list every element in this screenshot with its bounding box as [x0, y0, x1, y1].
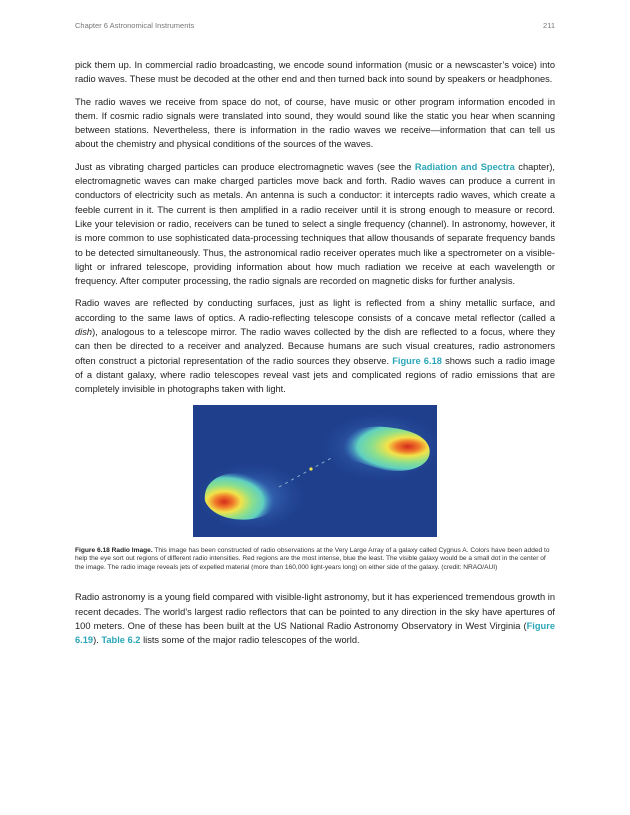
- paragraph-5-text-a: Radio astronomy is a young field compared with visible-light astronomy, but it has experienced tremendous growth in recent decades. The world’s largest radio reflectors that can be pointed to any direction in the sky have apertures of 100 meters. One of these has been built at the US National Radio Astronomy Observatory in West Virginia (: [75, 592, 555, 631]
- paragraph-4: [75, 296, 555, 396]
- paragraph-2: The radio waves we receive from space do not, of course, have music or other program information encoded in them. If cosmic radio signals were translated into sound, they would sound like the static you hear when scanning between stations. Nevertheless, there is information in the radio waves we receive—information that can tell us about the chemistry and physical conditions of the sources of the waves.: [75, 96, 555, 150]
- paragraph-4-text-a: Radio waves are reflected by conducting surfaces, just as light is reflected from a shiny metallic surface, and according to the same laws of optics. A radio-reflecting telescope consists of a concave metal reflector (called a: [75, 298, 555, 323]
- figure-6-19-link[interactable]: Figure 6.19: [75, 620, 555, 646]
- dish-term: dish: [75, 327, 93, 338]
- page-number: 211: [543, 21, 555, 30]
- main-content: [75, 58, 555, 656]
- chapter-title: Chapter 6 Astronomical Instruments: [75, 21, 195, 30]
- paragraph-5: [75, 590, 555, 647]
- paragraph-4-text-c: shows such a radio image of a distant galaxy, where radio telescopes reveal vast jets and complicated regions of radio emissions that are completely invisible in photographs taken with light.: [75, 355, 556, 395]
- paragraph-1: pick them up. In commercial radio broadcasting, we encode sound information (music or a newscaster’s voice) into radio waves. These must be decoded at the other end and then turned back into sound by speakers or headphones.: [75, 60, 555, 85]
- table-6-2-link[interactable]: Table 6.2: [101, 635, 141, 646]
- page-header: [75, 21, 555, 35]
- paragraph-5-text-c: lists some of the major radio telescopes of the world.: [140, 635, 360, 646]
- left-radio-lobe: [205, 472, 282, 519]
- paragraph-3-text-a: Just as vibrating charged particles can produce electromagnetic waves (see the: [75, 161, 415, 172]
- figure-caption: [75, 547, 555, 573]
- paragraph-3-text-b: chapter), electromagnetic waves can make charged particles move back and forth. Radio waves can produce a current in conductors of electricity such as metals. An antenna is such a conductor: it intercepts radio waves, which create a feeble current in it. The current is then amplified in a radio receiver until it is strong enough to measure or record. Like your television or radio, receivers can be tuned to select a single frequency (channel). In astronomy, however, it is more common to use sophisticated data-processing techniques that allow thousands of separate frequency bands to be detected simultaneously. Thus, the astronomical radio receiver operates much like a spectrometer on a visible-light or infrared telescope, providing information about how much radiation we receive at each wavelength or frequency. After computer processing, the radio signals are recorded on magnetic disks for further analysis.: [75, 161, 555, 287]
- figure-caption-text: This image has been constructed of radio observations at the Very Large Array of a galaxy called Cygnus A. Colors have been added to help the eye sort out regions of different radio intensities. Red regions are the most intense, blue the least. The visible galaxy would be a small dot in the center of the image. The radio image reveals jets of expelled material (more than 160,000 light-years long) on either side of the galaxy. (credit: NRAO/AUI): [75, 546, 550, 571]
- paragraph-5-text-b: ).: [93, 635, 102, 646]
- paragraph-3: [75, 160, 555, 289]
- radio-galaxy-image: [193, 405, 437, 537]
- figure-6-18: [75, 405, 555, 573]
- figure-6-18-link[interactable]: Figure 6.18: [392, 355, 442, 366]
- galaxy-core: [309, 467, 312, 470]
- figure-label: Figure 6.18 Radio Image.: [75, 546, 153, 554]
- paragraph-4-text-b: ), analogous to a telescope mirror. The radio waves collected by the dish are reflected to a focus, where they can then be directed to a receiver and analyzed. Because humans are such visual creatures, radio astronomers often construct a pictorial representation of the radio sources they observe.: [75, 327, 555, 366]
- radiation-and-spectra-link[interactable]: Radiation and Spectra: [414, 161, 515, 172]
